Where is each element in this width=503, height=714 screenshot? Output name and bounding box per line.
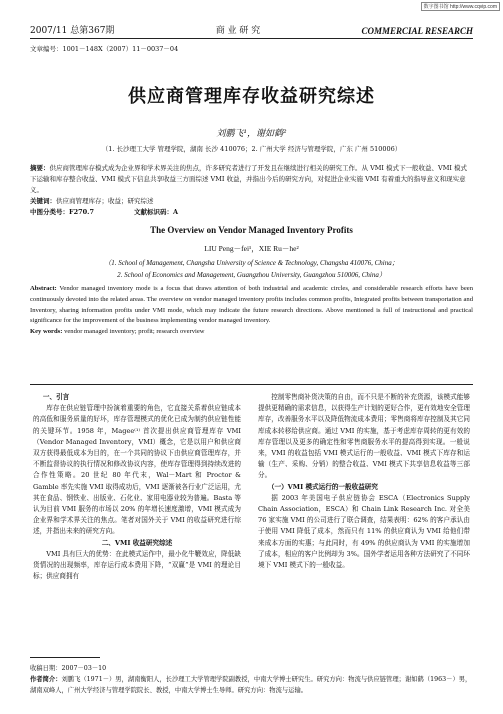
affiliation: （1. 长沙理工大学 管理学院，湖南 长沙 410076；2. 广州大学 经济与管理学院，广东 广州 510006） [101,145,402,153]
right-paragraph-1: 控制零售商补货决策的自由，而不只是不断的补充货源，该模式能够提供更精确的需求信息，以获得生产计划的更好合作，更有效地安全管理库存，改善服务水平以及降低物流成本费用；零售商将库存控制及其它同库成本转移给供应商。通过 VMI 的实施，基于考虑库存周转的更有效的库存管理以及更多的确定性和零售商服务水平的提高得到实现。一般说来，VMI 的收益包括 VMI 模式运行的一般收益、VMI 模式下库存和运输（生产、采购、分销）的整合收益、VMI 模式下共享信息收益等三部分。 [258,393,470,480]
running-header [30,22,473,36]
english-abstract-text: Vendor managed inventory mode is a focus that draws attention of both industrial and academic circles, and considerable research efforts have been continuously devoted into the related areas. The overview on vendor managed inventory profits includes common profits, Integrated profits between transportation and Inventory, sharing information profits under VMI mode, which may indicate the future research directions. Above mentioned is full of instructional and practical significance for the improvement of the business implementing vendor managed inventory. [30,285,473,325]
footnote-rule [30,657,100,658]
english-affiliation-2: 2. School of Economics and Management, Guangzhou University, Guangzhou 510006, China） [117,271,386,279]
chinese-abstract [30,163,473,195]
clc-number: 中图分类号：F270.7 [30,208,94,216]
keywords-label: 关键词： [30,197,56,205]
review-paragraph: VMI 具有巨大的优势：在此模式运作中，最小化牛鞭效应，降低缺货情况的出现频率，库存运行成本费用下降，“双赢”是 VMI 的理论目标；供应商拥有 [33,549,241,581]
section-heading-intro: 一、引言 [42,393,70,401]
header-rule [30,38,473,39]
english-abstract-label: Abstract: [30,285,57,292]
abstract-label: 摘要： [30,164,50,172]
left-column [33,392,241,582]
classification [30,207,473,218]
english-abstract [30,284,473,338]
english-keywords-label: Key words: [30,328,63,336]
bio-label: 作者简介： [30,676,62,683]
english-title: The Overview on Vendor Managed Inventory Profits [150,225,353,235]
doc-code: 文献标识码：A [134,208,179,216]
right-paragraph-2: 据 2003 年美国电子供应链协会 ESCA（Electronics Supply Chain Association，ESCA）和 Chain Link Research Inc. 对全美 76 家实施 VMI 的公司进行了联合调查，结果表明：62% 的客户承认由于使用 VMI 降低了成本，然而只有 11% 的供应商认为 VMI 给他们带来成本方面的实惠；与此同时，有 49% 的供应商认为 VMI 的实施增加了成本，相应的客户比例却为 3%。国外学者运用各种方法研究了不同环境下 VMI 模式下的一般收益。 [258,493,470,570]
journal-name: COMMERCIAL RESEARCH [361,26,473,36]
abstract-text: 供应商管理库存模式成为企业界和学术界关注的焦点，许多研究者进行了开发且在继续进行相关的研究工作。从 VMI 模式下一般收益、VMI 模式下运输和库存整合收益、VMI 模式下信息共享收益三方面综述 VMI 收益，并指出今后的研究方向，对促进企业实施 VMI 有着重大的指导意义和现实意义。 [30,164,468,194]
paper-title: 供应商管理库存收益研究综述 [128,86,375,107]
intro-paragraph: 库存在供应链管理中扮演着重要的角色，它直接关系着供应链成本的高低和服务质量的好坏，库存管理模式的优化已成为制约供应链性能的关键环节。1958 年，Magee⁽¹⁾ 首次提出供应商管理库存 VMI（Vendor Managed Inventory，VMI）概念，它是以用户和供应商双方获得最低成本为目的，在一个共同的协议下由供应商管理库存，并不断监督协议的执行情况和修改协议内容，使库存管理得到持续改进的合作性策略。20 世纪 80 年代末，Wal－Mart 和 Proctor & Gamble 率先实施 VMI 取得成功后，VMI 逐渐被各行业广泛运用，尤其在食品、钢铁业、出版业、石化业、家用电器业较为普遍。Basta 等认为目前 VMI 服务的市场以 20% 的年增长速度激增，VMI 模式成为企业界和学术界关注的焦点。笔者对国外关于 VMI 的收益研究进行综述，并指出未来的研究方向。 [33,404,241,536]
received-date: 收稿日期：2007－03－10 [30,665,107,672]
authors: 刘鹏飞¹，谢如鹤² [216,129,287,139]
right-column [258,392,470,571]
section-label: 商 业 研 究 [215,26,261,36]
section-heading-review: 二、VMI 收益研究综述 [101,538,173,547]
watermark: 数字图书馆 http://www.cqvip.com [421,2,500,11]
keywords-text: 供应商管理库存；收益；研究综述 [56,197,154,205]
article-number: 文章编号：1001－148X（2007）11－0037－04 [30,45,179,53]
chinese-keywords [30,196,473,207]
english-keywords-text: vendor managed inventory; profit; research overview [64,328,205,336]
issue-label: 2007/11 总第367期 [30,26,115,36]
english-affiliation-1: （1. School of Management, Changsha University of Science & Technology, Changsha 410076, China； [104,259,399,267]
body-rule [30,384,473,385]
subsection-heading-general: （一）VMI 模式运行的一般收益研究 [267,482,378,491]
english-authors: LIU Peng－fei¹，XIE Ru－he² [204,244,299,253]
footnote [30,663,473,696]
bio-text: 刘鹏飞（1971－）男，湖南衡阳人，长沙理工大学管理学院副教授，中南大学博士研究生。研究方向：物流与供应链管理；谢如鹤（1963－）男，湖南双峰人，广州大学经济与管理学院院长、教授，中南大学博士生导师。研究方向：物流与运输。 [30,676,472,694]
english-affiliation [30,257,473,281]
